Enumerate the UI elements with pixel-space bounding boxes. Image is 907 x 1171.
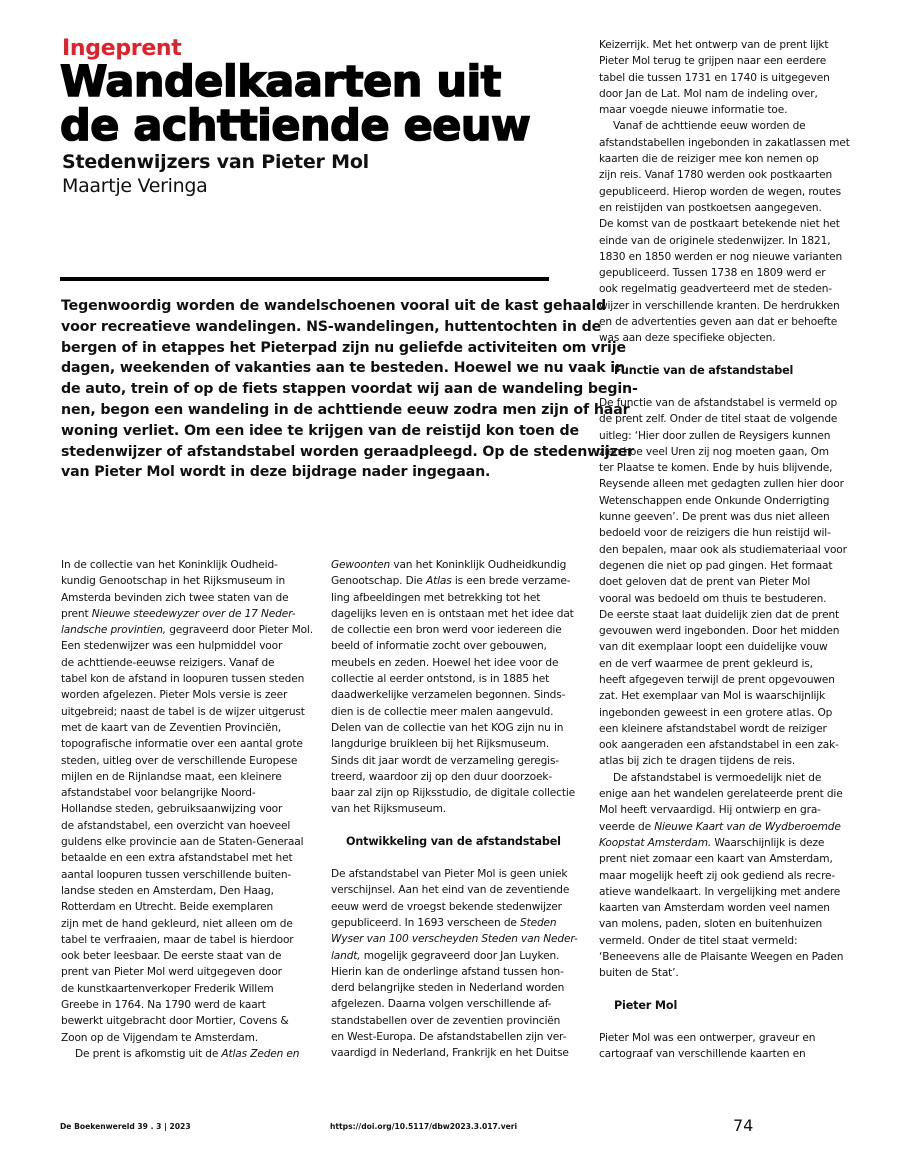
text-line: meubels en zeden. Hoewel het idee voor de [331,656,559,669]
text-line: de collectie een bron werd voor iedereen die [331,624,562,637]
italic-title: Nieuwe Kaart van de Wydberoemde [654,820,841,833]
text-line: landse steden en Amsterdam, Den Haag, [61,884,274,897]
text-line: maar voegde nieuwe informatie toe. [599,104,788,117]
text-line: van het Rijksmuseum. [331,803,446,816]
text-line: dagelijks leven en is ontstaan met het idee dat [331,607,574,620]
text-line: de kunstkaartenverkoper Frederik Willem [61,982,274,995]
text-line: door Jan de Lat. Mol nam de indeling over, [599,87,818,100]
body-column-1 [61,557,311,1062]
text-line: landsche provintien, gegraveerd door Pieter Mol. [61,624,313,637]
text-line: Pieter Mol terug te grijpen naar een eerdere [599,55,827,68]
text-line: gepubliceerd. Hierop worden de wegen, routes [599,185,841,198]
text-line: verschijnsel. Aan het eind van de zeventiende [331,884,570,897]
italic-title: landt, [331,949,361,962]
text-line: uitleg: ‘Hier door zullen de Reysigers kunnen [599,429,831,442]
text-line: Pieter Mol was een ontwerper, graveur en [599,1031,816,1044]
text-line [331,931,581,947]
text-line: de afstandstabel, een overzicht van hoeveel [61,819,291,832]
text-line: treerd, waardoor zij op den duur doorzoek- [331,770,553,783]
text-line: afstandstabellen ingebonden in zakatlassen met [599,136,850,149]
text-line: Gewoonten van het Koninklijk Oudheidkundig [331,559,567,571]
text-line: woning verliet. Om een idee te krijgen van de reistijd kon toen de [61,422,579,439]
text-line: atieve wandelkaart. In vergelijking met andere [599,885,841,898]
text-line: cartograaf van verschillende kaarten en [599,1048,806,1061]
text-line: den bepalen, maar ook als studiemateriaal voor [599,543,847,556]
text-line: topografische informatie over een aantal grote [61,738,303,751]
text-line: ook aangeraden een afstandstabel in een zak- [599,739,839,752]
text-line: gevouwen werd ingebonden. Door het midden [599,625,840,638]
text-line: met de kaart van de Zeventien Provinciën, [61,721,282,734]
text-line: prent Nieuwe steedewyzer over de 17 Neder- [61,607,296,620]
text-line: zat. Het exemplaar van Mol is waarschijnlijk [599,690,826,703]
text-line: Sinds dit jaar wordt de verzameling geregis- [331,754,560,767]
text-line: Een stedenwijzer was een hulpmiddel voor [61,640,283,653]
text-line: De afstandstabel van Pieter Mol is geen uniek [331,868,568,881]
body-column-3 [599,37,849,1063]
text-line: De eerste staat laat duidelijk zien dat de prent [599,608,840,621]
text-line: uitgebreid; naast de tabel is de wijzer uitgerust [61,705,305,718]
italic-title: Koopstat Amsterdam. [599,836,712,849]
text-line: derd belangrijke steden in Nederland worden [331,982,565,995]
text-line: einde van de originele stedenwijzer. In 1821, [599,234,831,247]
text-line: kaarten van Amsterdam worden veel namen [599,902,830,915]
page-number: 74 [733,1116,754,1135]
paragraph-gap [331,818,581,834]
text-line: Greebe in 1764. Na 1790 werd de kaart [61,999,266,1012]
text-line: kunne geeven’. De prent was dus niet alleen [599,511,830,524]
text-line: degenen die niet op pad gingen. Het formaat [599,559,833,572]
text-line: daadwerkelijke verzamelen begonnen. Sinds- [331,689,566,702]
text-line: van molens, paden, sloten en buitenhuizen [599,918,823,931]
text-line: Hierin kan de onderlinge afstand tussen hon- [331,965,564,978]
text-line: ook beter leesbaar. De eerste staat van de [61,950,282,963]
text-line: bewerkt uitgebracht door Mortier, Covens & [61,1015,289,1028]
italic-title: landsche provintien, [61,624,167,637]
text-line: voor recreatieve wandelingen. NS-wandelingen, huttentochten in de [61,318,602,335]
intro-paragraph [61,296,638,483]
text-line: ‘Beneevens alle de Plaisante Weegen en Paden [599,951,844,964]
text-line: Hollandse steden, gebruiksaanwijzing voor [61,803,283,816]
text-line: tabel die tussen 1731 en 1740 is uitgegeven [599,71,830,84]
text-line: ook regelmatig geadverteerd met de steden- [599,283,832,296]
text-line: gepubliceerd. Tussen 1738 en 1809 werd er [599,267,826,280]
text-line: prent van Pieter Mol werd uitgegeven door [61,966,282,979]
text-line: Tegenwoordig worden de wandelschoenen vooral uit de kast gehaald [61,298,607,314]
text-line: wijzer in verschillende kranten. De herdrukken [599,299,840,312]
article-title [60,57,531,151]
text-line: bedoeld voor de reizigers die hun reistijd wil- [599,527,831,540]
text-line: Mol heeft vervaardigd. Hij ontwierp en gra- [599,804,821,817]
text-line: en de advertenties geven aan dat er behoefte [599,316,838,329]
text-line: Koopstat Amsterdam. Waarschijnlijk is deze [599,836,825,849]
text-line: tabel kon de afstand in loopuren tussen steden [61,673,305,686]
italic-title: Wyser van 100 verscheyden Steden van Neder- [331,933,578,946]
text-line: enige aan het wandelen gerelateerde prent die [599,788,843,801]
text-line: afgelezen. Daarna volgen verschillende af- [331,998,552,1011]
text-line: betaalde en een extra afstandstabel met het [61,852,293,865]
text-line: landt, mogelijk gegraveerd door Jan Luyken. [331,949,560,962]
italic-title: Atlas [426,575,452,588]
text-line: aantal loopuren tussen verschillende buiten- [61,868,292,881]
text-line: prent niet zomaar een kaart van Amsterdam, [599,853,833,866]
text-line: en de verf waarmee de prent gekleurd is, [599,657,813,670]
text-line: Rotterdam en Utrecht. Beide exemplaren [61,901,274,914]
text-line: kundig Genootschap in het Rijksmuseum in [61,575,286,588]
text-line: Wetenschappen ende Onkunde Onderrigting [599,494,830,507]
text-line: zijn reis. Vanaf 1780 werden ook postkaarten [599,169,833,182]
text-line: beeld of informatie zocht over gebouwen, [331,640,547,653]
text-line: buiten de Stat’. [599,967,679,980]
paragraph-gap [599,982,849,998]
paragraph-gap [331,850,581,866]
text-line: tabel te verfraaien, maar de tabel is hierdoor [61,933,294,946]
text-line: de achttiende-eeuwse reizigers. Vanaf de [61,656,275,669]
text-line: eeuw werd de vroegst bekende stedenwijzer [331,900,562,913]
text-line: zijn met de hand gekleurd, niet alleen om de [61,917,293,930]
text-line: dien is de collectie meer malen aangevuld. [331,705,554,718]
text-line: guldens elke provincie aan de Staten-Generaal [61,836,304,849]
text-line: gepubliceerd. In 1693 verscheen de Steden [331,916,557,929]
italic-title: Steden [520,916,557,929]
article-title-line-2: de achttiende eeuw [60,101,531,151]
text-line: was aan deze specifieke objecten. [599,332,776,345]
text-line: afstandstabel voor belangrijke Noord- [61,787,256,800]
text-line: steden, uitleg over de verschillende Europese [61,754,298,767]
section-heading: Pieter Mol [614,998,678,1012]
text-line: langdurige bruikleen bij het Rijksmuseum. [331,738,550,751]
text-line: heeft afgegeven terwijl de prent opgevouwen [599,673,835,686]
text-line: dagen, weekenden of vakanties aan te besteden. Hoewel we nu vaak in [61,360,625,377]
text-line: Genootschap. Die Atlas is een brede verzame- [331,575,571,588]
text-line: Vanaf de achttiende eeuw worden de [613,120,806,133]
text-line: De komst van de postkaart betekende niet het [599,218,840,231]
text-line: baar zal zijn op Rijksstudio, de digitale collectie [331,787,575,800]
italic-title: Atlas Zeden en [221,1047,300,1060]
text-line: standstabellen over de zeventien provinciën [331,1014,561,1027]
text-line: atlas bij zich te dragen tijdens de reis. [599,755,796,768]
journal-citation: De Boekenwereld 39 . 3 | 2023 [60,1122,191,1131]
text-line: worden afgelezen. Pieter Mols versie is zeer [61,689,288,702]
article-title-line-1: Wandelkaarten uit [60,57,501,107]
text-line: de auto, trein of op de fiets stappen voordat wij aan de wandeling begin- [61,381,638,398]
text-line: mijlen en de Rijnlandse maat, een kleinere [61,770,282,783]
text-line: vaardigd in Nederland, Frankrijk en het Duitse [331,1047,569,1060]
section-kicker: Ingeprent [62,36,182,61]
text-line: ling afbeeldingen met betrekking tot het [331,591,541,604]
text-line: nen, begon een wandeling in de achttiende eeuw zodra men zijn of haar [61,401,630,418]
text-line: vermeld. Onder de titel staat vermeld: [599,934,798,947]
text-line: ter Plaatse te komen. Ende by huis blijvende, [599,462,833,475]
text-line: zien hoe veel Uren zij nog moeten gaan, Om [599,445,829,458]
text-line: de prent zelf. Onder de titel staat de volgende [599,413,838,426]
text-line: Reysende alleen met gedagten zullen hier door [599,478,844,491]
paragraph-gap [599,347,849,363]
text-line: doet geloven dat de prent van Pieter Mol [599,576,811,589]
text-line: Zoon op de Vijgendam te Amsterdam. [61,1031,259,1044]
text-line: van Pieter Mol wordt in deze bijdrage nader ingegaan. [61,464,491,481]
title-divider [60,277,549,281]
text-line: stedenwijzer of afstandstabel worden geraadpleegd. Op de stedenwijzer [61,443,635,460]
text-line: De functie van de afstandstabel is vermeld op [599,396,838,409]
paragraph-gap [599,1014,849,1030]
text-line: een kleinere afstandstabel wordt de reiziger [599,722,827,735]
text-line: bergen of in etappes het Pieterpad zijn nu geliefde activiteiten om vrije [61,339,626,356]
text-line: Keizerrijk. Met het ontwerp van de prent lijkt [599,39,829,51]
text-line: Delen van de collectie van het KOG zijn nu in [331,721,564,734]
article-subtitle: Stedenwijzers van Pieter Mol [62,151,369,173]
text-line: en reistijden van postkoetsen aangegeven. [599,201,822,214]
text-line: vooral was bedoeld om thuis te bestuderen. [599,592,827,605]
text-line: 1830 en 1850 werden er nog nieuwe varianten [599,250,843,263]
text-line: veerde de Nieuwe Kaart van de Wydberoemde [599,820,841,833]
text-line: kaarten die de reiziger mee kon nemen op [599,153,819,166]
italic-title: Nieuwe steedewyzer over de 17 Neder- [91,607,296,620]
section-heading: Functie van de afstandstabel [614,363,794,377]
body-column-2 [331,557,581,1062]
text-line: De prent is afkomstig uit de Atlas Zeden en [75,1047,300,1060]
article-author: Maartje Veringa [62,175,208,197]
text-line: maar mogelijk heeft zij ook gediend als recre- [599,869,836,882]
italic-title: Gewoonten [331,559,391,571]
text-line: en West-Europa. De afstandstabellen zijn ver- [331,1031,567,1044]
section-heading: Ontwikkeling van de afstandstabel [346,834,561,848]
text-line: ingebonden geweest in een grotere atlas. Op [599,706,833,719]
text-line: De afstandstabel is vermoedelijk niet de [613,771,822,784]
paragraph-gap [599,379,849,395]
text-line: Amsterda bevinden zich twee staten van de [61,591,289,604]
doi-link[interactable]: https://doi.org/10.5117/dbw2023.3.017.veri [330,1122,518,1131]
text-line: van dit exemplaar loopt een duidelijke vouw [599,641,828,654]
text-line: collectie al eerder ontstond, is in 1885 het [331,673,550,686]
text-line: In de collectie van het Koninklijk Oudheid- [61,559,278,571]
